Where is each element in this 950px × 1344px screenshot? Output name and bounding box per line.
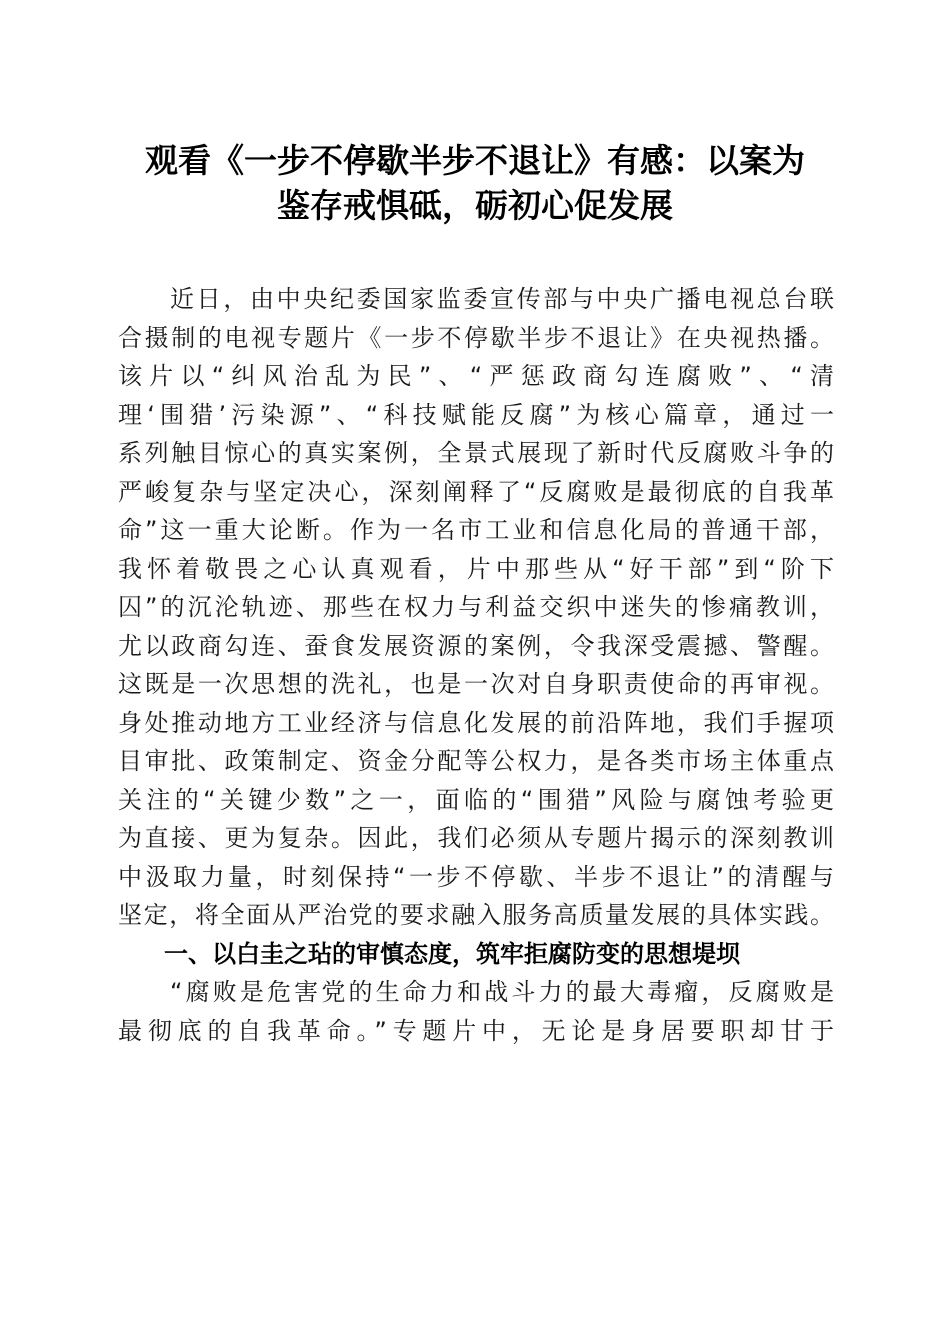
paragraph-line: 中汲取力量，时刻保持“一步不停歇、半步不退让”的清醒与: [118, 862, 834, 891]
paragraph-line: “腐败是危害党的生命力和战斗力的最大毒瘤，反腐败是: [170, 978, 834, 1006]
paragraph-line: 身处推动地方工业经济与信息化发展的前沿阵地，我们手握项: [118, 708, 834, 737]
document-title: [110, 138, 840, 228]
paragraph-line: 理‘围猎’污染源”、“科技赋能反腐”为核心篇章，通过一: [118, 400, 834, 429]
paragraph-line: 囚”的沉沦轨迹、那些在权力与利益交织中迷失的惨痛教训，: [118, 593, 834, 621]
paragraph-line: 目审批、政策制定、资金分配等公权力，是各类市场主体重点: [118, 747, 834, 775]
paragraph-line: 最彻底的自我革命。”专题片中，无论是身居要职却甘于: [118, 1016, 834, 1045]
paragraph-line: 为直接、更为复杂。因此，我们必须从专题片揭示的深刻教训: [118, 824, 834, 852]
paragraph-2: [118, 973, 834, 1050]
paragraph-line: 坚定，将全面从严治党的要求融入服务高质量发展的具体实践。: [118, 901, 834, 929]
paragraph-line: 尤以政商勾连、蚕食发展资源的案例，令我深受震撼、警醒。: [118, 631, 834, 660]
paragraph-line: 该片以“纠风治乱为民”、“严惩政商勾连腐败”、“清: [118, 362, 834, 390]
paragraph-line: 我怀着敬畏之心认真观看，片中那些从“好干部”到“阶下: [118, 554, 834, 583]
paragraph-line: 关注的“关键少数”之一，面临的“围猎”风险与腐蚀考验更: [118, 785, 834, 814]
title-line-2: 鉴存戒惧砥，砺初心促发展: [277, 186, 673, 225]
paragraph-line: 严峻复杂与坚定决心，深刻阐释了“反腐败是最彻底的自我革: [118, 477, 834, 506]
paragraph-line: 近日，由中央纪委国家监委宣传部与中央广播电视总台联: [170, 285, 834, 313]
paragraph-line: 系列触目惊心的真实案例，全景式展现了新时代反腐败斗争的: [118, 439, 834, 467]
title-line-1: 观看《一步不停歇半步不退让》有感：以案为: [145, 141, 805, 180]
paragraph-line: 这既是一次思想的洗礼，也是一次对自身职责使命的再审视。: [118, 670, 834, 698]
paragraph-line: 命”这一重大论断。作为一名市工业和信息化局的普通干部，: [118, 516, 834, 544]
paragraph-1: [118, 280, 834, 935]
paragraph-line: 合摄制的电视专题片《一步不停歇半步不退让》在央视热播。: [118, 323, 834, 352]
section-heading: 一、以白圭之玷的审慎态度，筑牢拒腐防变的思想堤坝: [164, 939, 740, 968]
document-body: [118, 280, 834, 1050]
